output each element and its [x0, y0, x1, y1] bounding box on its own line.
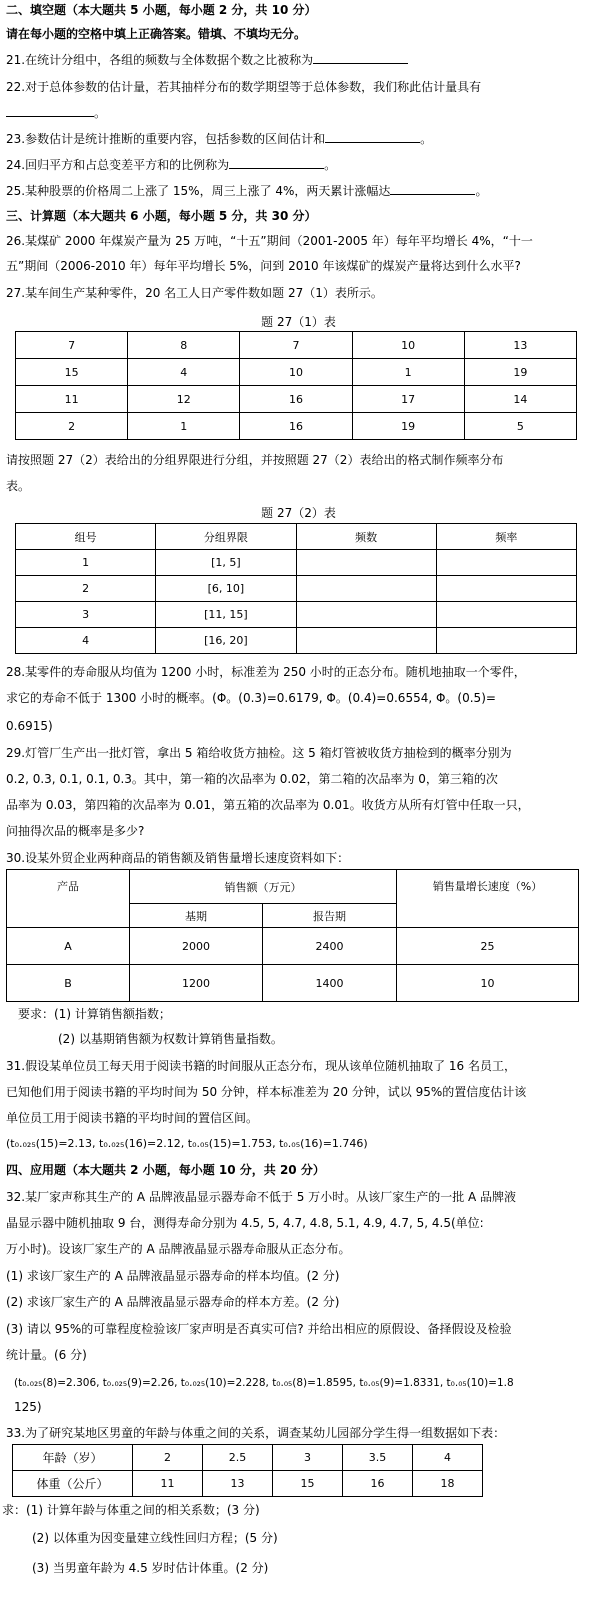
table-cell: 7 [16, 332, 128, 359]
question-32-line2: 晶显示器中随机抽取 9 台，测得寿命分别为 4.5, 5, 4.7, 4.8, 5.1, 4.9, 4.7, 5, 4.5(单位: [6, 1216, 484, 1230]
table-27-2-caption: 题 27（2）表 [261, 506, 336, 520]
table-row [16, 332, 577, 359]
answer-blank[interactable] [6, 106, 94, 117]
table-cell: 14 [464, 386, 576, 413]
table-cell: 2 [16, 576, 156, 602]
table-cell: 体重（公斤） [13, 1471, 133, 1497]
table-cell: 17 [352, 386, 464, 413]
table-row [7, 965, 579, 1002]
table-cell: 4 [413, 1445, 483, 1471]
question-26-line1: 26.某煤矿 2000 年煤炭产量为 25 万吨，“十五”期间（2001-2005 年）每年平均增长 4%，“十一 [6, 234, 533, 248]
table-27-2 [15, 523, 577, 654]
table-header-cell: 组号 [16, 524, 156, 550]
header-product: 产品 [7, 870, 130, 928]
table-row [16, 576, 577, 602]
table-27-1 [15, 331, 577, 440]
table-cell [296, 576, 436, 602]
table-cell: 25 [397, 928, 579, 965]
table-row [16, 386, 577, 413]
table-header-cell: 频数 [296, 524, 436, 550]
table-cell: 3 [273, 1445, 343, 1471]
table-row [13, 1445, 483, 1471]
table-cell: 15 [273, 1471, 343, 1497]
table-cell: 2400 [263, 928, 397, 965]
table-cell [436, 602, 576, 628]
table-cell: 1 [352, 359, 464, 386]
table-row [16, 550, 577, 576]
table-cell: B [7, 965, 130, 1002]
question-33-part1: 求：(1) 计算年龄与体重之间的相关系数；(3 分) [2, 1503, 260, 1517]
table-cell: 7 [240, 332, 352, 359]
table-header-cell: 分组界限 [156, 524, 296, 550]
table-cell: [1, 5] [156, 550, 296, 576]
table-row [16, 359, 577, 386]
question-33-line1: 33.为了研究某地区男童的年龄与体重之间的关系，调查某幼儿园部分学生得一组数据如下表： [6, 1426, 506, 1440]
question-32-part1: (1) 求该厂家生产的 A 品牌液晶显示器寿命的样本均值。(2 分) [6, 1269, 340, 1283]
question-30-line1: 30.设某外贸企业两种商品的销售额及销售量增长速度资料如下： [6, 851, 350, 865]
question-32-line3: 万小时)。设该厂家生产的 A 品牌液晶显示器寿命服从正态分布。 [6, 1242, 351, 1256]
table-cell: [11, 15] [156, 602, 296, 628]
table-cell [436, 576, 576, 602]
table-30 [6, 869, 579, 1002]
question-27-line2: 请按照题 27（2）表给出的分组界限进行分组，并按照题 27（2）表给出的格式制作频率分布 [6, 453, 504, 467]
table-cell: 11 [133, 1471, 203, 1497]
table-cell: 2 [16, 413, 128, 440]
header-growth: 销售量增长速度（%） [397, 870, 579, 928]
table-33 [12, 1444, 483, 1497]
question-28-line2: 求它的寿命不低于 1300 小时的概率。(Φ。(0.3)=0.6179, Φ。(0.4)=0.6554, Φ。(0.5)= [6, 691, 496, 705]
table-row [16, 602, 577, 628]
table-header-row [16, 524, 577, 550]
question-25: 25.某种股票的价格周二上涨了 15%，周三上涨了 4%，两天累计涨幅达 。 [6, 184, 488, 198]
header-base: 基期 [130, 904, 263, 928]
table-cell [436, 628, 576, 654]
table-cell: 2.5 [203, 1445, 273, 1471]
table-cell: 3.5 [343, 1445, 413, 1471]
question-32-tvalues-line2: 125) [14, 1400, 42, 1414]
table-header-cell: 频率 [436, 524, 576, 550]
table-cell: 13 [464, 332, 576, 359]
table-cell: 2 [133, 1445, 203, 1471]
table-cell: 年龄（岁） [13, 1445, 133, 1471]
question-28-line1: 28.某零件的寿命服从均值为 1200 小时，标准差为 250 小时的正态分布。随机地抽取一个零件， [6, 665, 526, 679]
table-cell: 10 [352, 332, 464, 359]
table-cell: 8 [128, 332, 240, 359]
table-cell: 4 [128, 359, 240, 386]
table-cell: 10 [240, 359, 352, 386]
question-32-part3-line1: (3) 请以 95%的可靠程度检验该厂家声明是否真实可信? 并给出相应的原假设、备择假设及检验 [6, 1322, 512, 1336]
question-23: 23.参数估计是统计推断的重要内容，包括参数的区间估计和 。 [6, 132, 433, 146]
table-cell: 5 [464, 413, 576, 440]
question-31-line3: 单位员工用于阅读书籍的平均时间的置信区间。 [6, 1111, 259, 1125]
question-32-part2: (2) 求该厂家生产的 A 品牌液晶显示器寿命的样本方差。(2 分) [6, 1295, 340, 1309]
table-cell: 19 [464, 359, 576, 386]
table-row [16, 628, 577, 654]
question-29-line1: 29.灯管厂生产出一批灯管，拿出 5 箱给收货方抽检。这 5 箱灯管被收货方抽检到的概率分别为 [6, 746, 512, 760]
table-cell: 10 [397, 965, 579, 1002]
question-32-tvalues-line1: (t₀.₀₂₅(8)=2.306, t₀.₀₂₅(9)=2.26, t₀.₀₂₅(10)=2.228, t₀.₀₅(8)=1.8595, t₀.₀₅(9)=1.8331, t₀.₀₅(10)=1.8 [14, 1377, 514, 1389]
question-26-line2: 五”期间（2006-2010 年）每年平均增长 5%，问到 2010 年该煤矿的煤炭产量将达到什么水平? [6, 259, 521, 273]
question-21: 21.在统计分组中，各组的频数与全体数据个数之比被称为 [6, 52, 591, 68]
question-31-line4: (t₀.₀₂₅(15)=2.13, t₀.₀₂₅(16)=2.12, t₀.₀₅(15)=1.753, t₀.₀₅(16)=1.746) [6, 1137, 368, 1150]
answer-blank[interactable] [229, 158, 324, 169]
header-report: 报告期 [263, 904, 397, 928]
question-31-line2: 已知他们用于阅读书籍的平均时间为 50 分钟，样本标准差为 20 分钟，试以 95%的置信度估计该 [6, 1085, 527, 1099]
table-cell: 1 [16, 550, 156, 576]
table-cell: 19 [352, 413, 464, 440]
table-cell: 13 [203, 1471, 273, 1497]
table-cell [436, 550, 576, 576]
question-29-line3: 品率为 0.03，第四箱的次品率为 0.01，第五箱的次品率为 0.01。收货方从所有灯管中任取一只， [6, 798, 530, 812]
section-2-title: 二、填空题（本大题共 5 小题，每小题 2 分，共 10 分） [6, 3, 317, 17]
table-row [16, 413, 577, 440]
table-cell: 2000 [130, 928, 263, 965]
section-4-title: 四、应用题（本大题共 2 小题，每小题 10 分，共 20 分） [6, 1163, 325, 1177]
question-29-line4: 问抽得次品的概率是多少? [6, 824, 145, 838]
question-31-line1: 31.假设某单位员工每天用于阅读书籍的时间服从正态分布，现从该单位随机抽取了 16 名员工， [6, 1059, 516, 1073]
table-cell: 18 [413, 1471, 483, 1497]
question-22-line2: 。 [6, 105, 591, 121]
table-cell: 16 [240, 386, 352, 413]
answer-blank[interactable] [390, 184, 475, 195]
answer-blank[interactable] [313, 53, 408, 64]
table-cell: A [7, 928, 130, 965]
question-33-part2: (2) 以体重为因变量建立线性回归方程；(5 分) [32, 1531, 278, 1545]
question-32-line1: 32.某厂家声称其生产的 A 品牌液晶显示器寿命不低于 5 万小时。从该厂家生产的一批 A 品牌液 [6, 1190, 517, 1204]
section-3-title: 三、计算题（本大题共 6 小题，每小题 5 分，共 30 分） [6, 209, 317, 223]
table-cell: 1 [128, 413, 240, 440]
header-sales: 销售额（万元） [130, 870, 397, 904]
table-cell: 1400 [263, 965, 397, 1002]
question-27-line3: 表。 [6, 479, 31, 493]
table-row [13, 1471, 483, 1497]
table-cell: 16 [240, 413, 352, 440]
table-cell [296, 550, 436, 576]
table-row [7, 928, 579, 965]
section-2-instruction: 请在每小题的空格中填上正确答案。错填、不填均无分。 [6, 27, 307, 41]
table-27-1-caption: 题 27（1）表 [261, 315, 336, 329]
question-24: 24.回归平方和占总变差平方和的比例称为 。 [6, 158, 337, 172]
question-32-part3-line2: 统计量。(6 分) [6, 1348, 87, 1362]
table-cell [296, 602, 436, 628]
table-cell [296, 628, 436, 654]
question-28-line3: 0.6915) [6, 719, 53, 733]
answer-blank[interactable] [325, 132, 420, 143]
table-cell: 11 [16, 386, 128, 413]
table-cell: 15 [16, 359, 128, 386]
table-cell: [6, 10] [156, 576, 296, 602]
question-30-req1: 要求：(1) 计算销售额指数； [18, 1007, 171, 1021]
question-30-req2: (2) 以基期销售额为权数计算销售量指数。 [58, 1032, 283, 1046]
question-29-line2: 0.2, 0.3, 0.1, 0.1, 0.3。其中，第一箱的次品率为 0.02，第二箱的次品率为 0，第三箱的次 [6, 772, 498, 786]
question-22-line1: 22.对于总体参数的估计量，若其抽样分布的数学期望等于总体参数，我们称此估计量具有 [6, 80, 482, 94]
question-27-line1: 27.某车间生产某种零件，20 名工人日产零件数如题 27（1）表所示。 [6, 286, 383, 300]
table-cell: [16, 20] [156, 628, 296, 654]
question-33-part3: (3) 当男童年龄为 4.5 岁时估计体重。(2 分) [32, 1561, 269, 1575]
table-cell: 4 [16, 628, 156, 654]
table-cell: 12 [128, 386, 240, 413]
table-cell: 16 [343, 1471, 413, 1497]
table-cell: 3 [16, 602, 156, 628]
table-cell: 1200 [130, 965, 263, 1002]
